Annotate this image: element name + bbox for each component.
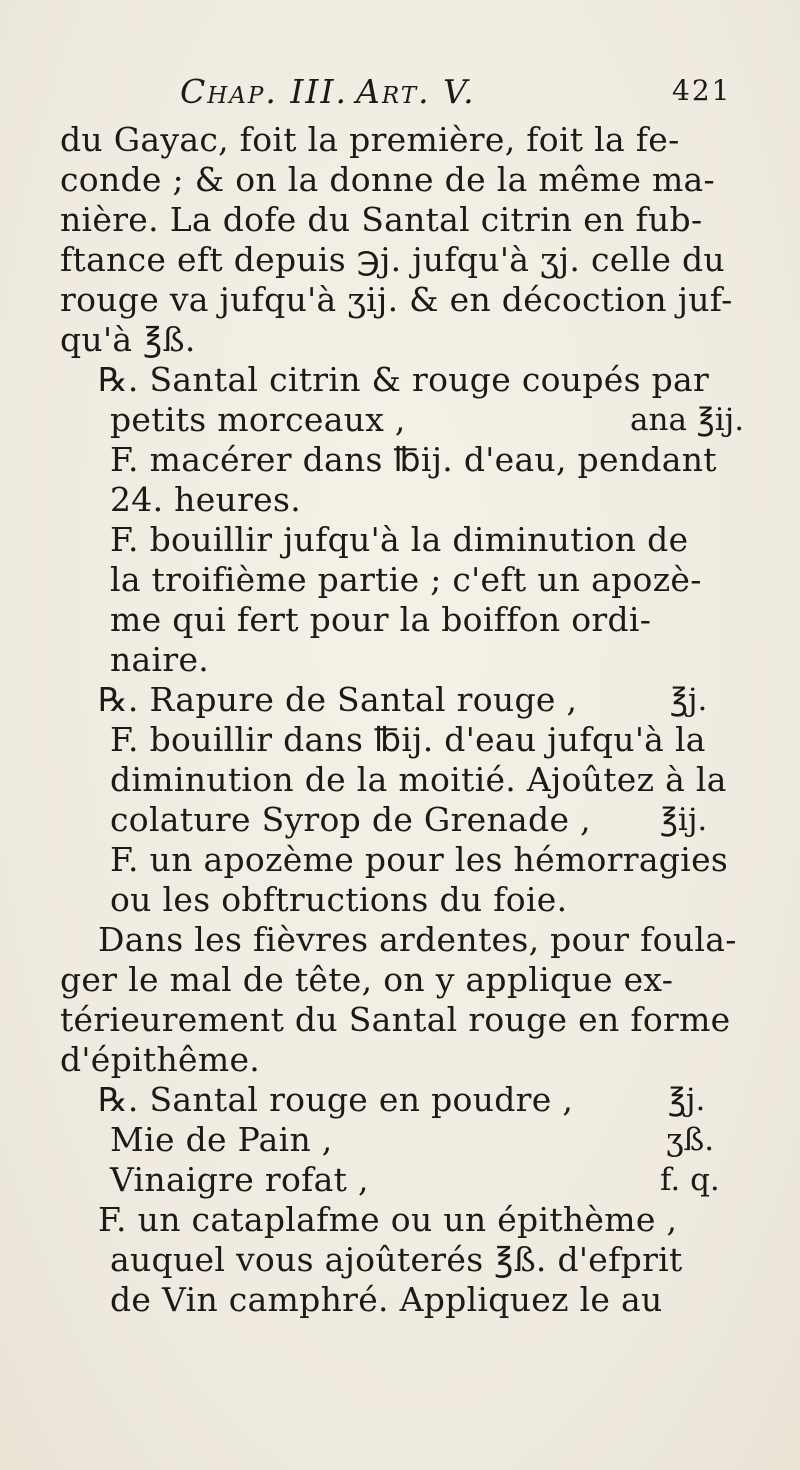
recipe-line: F. bouillir jufqu'à la diminution de	[110, 520, 689, 559]
recipe-line: ℞. Rapure de Santal rouge ,	[98, 680, 578, 719]
recipe-line: diminution de la moitié. Ajoûtez à la	[110, 760, 727, 799]
recipe-line: ℞. Santal citrin & rouge coupés par	[98, 360, 710, 399]
recipe-line: F. un apozème pour les hémorragies	[110, 840, 729, 879]
page-number: 421	[672, 74, 732, 107]
text-line: térieurement du Santal rouge en forme	[60, 1000, 731, 1039]
quantity: ℥j.	[668, 1082, 706, 1118]
recipe-line: auquel vous ajoûterés ℥ß. d'efprit	[110, 1240, 683, 1279]
text-line: nière. La dofe du Santal citrin en fub-	[60, 200, 703, 239]
recipe-line: F. un cataplafme ou un épithème ,	[98, 1200, 678, 1239]
recipe-line: ou les obftructions du foie.	[110, 880, 568, 919]
recipe-line: ℞. Santal rouge en poudre ,	[98, 1080, 574, 1119]
recipe-line: petits morceaux ,	[110, 400, 406, 439]
recipe-line: Vinaigre rofat ,	[110, 1160, 369, 1199]
text-line: du Gayac, foit la première, foit la fe-	[60, 120, 680, 159]
recipe-line: me qui fert pour la boiffon ordi-	[110, 600, 652, 639]
recipe-line: colature Syrop de Grenade ,	[110, 800, 591, 839]
text-line: ger le mal de tête, on y applique ex-	[60, 960, 674, 999]
quantity: ℥ij.	[660, 802, 708, 838]
recipe-line: Mie de Pain ,	[110, 1120, 333, 1159]
text-line: conde ; & on la donne de la même ma-	[60, 160, 715, 199]
running-header	[180, 72, 735, 118]
quantity: ℥j.	[670, 682, 708, 718]
recipe-line: de Vin camphré. Appliquez le au	[110, 1280, 663, 1319]
quantity: ʒß.	[666, 1122, 715, 1158]
quantity: ana ℥ij.	[630, 402, 745, 438]
quantity: f. q.	[660, 1162, 720, 1198]
chapter-heading: Chap. III.	[180, 72, 348, 111]
recipe-line: 24. heures.	[110, 480, 302, 519]
text-line: rouge va jufqu'à ʒij. & en décoction juf-	[60, 280, 733, 319]
recipe-line: F. bouillir dans ℔ij. d'eau jufqu'à la	[110, 720, 706, 759]
text-line: d'épithême.	[60, 1040, 261, 1079]
recipe-line: la troifième partie ; c'eft un apozè-	[110, 560, 702, 599]
recipe-line: F. macérer dans ℔ij. d'eau, pendant	[110, 440, 717, 479]
text-line: ftance eft depuis ℈j. jufqu'à ʒj. celle du	[60, 240, 725, 279]
article-heading: Art. V.	[356, 72, 476, 111]
text-line: Dans les fièvres ardentes, pour foula-	[98, 920, 737, 959]
recipe-line: naire.	[110, 640, 210, 679]
text-line: qu'à ℥ß.	[60, 320, 196, 359]
